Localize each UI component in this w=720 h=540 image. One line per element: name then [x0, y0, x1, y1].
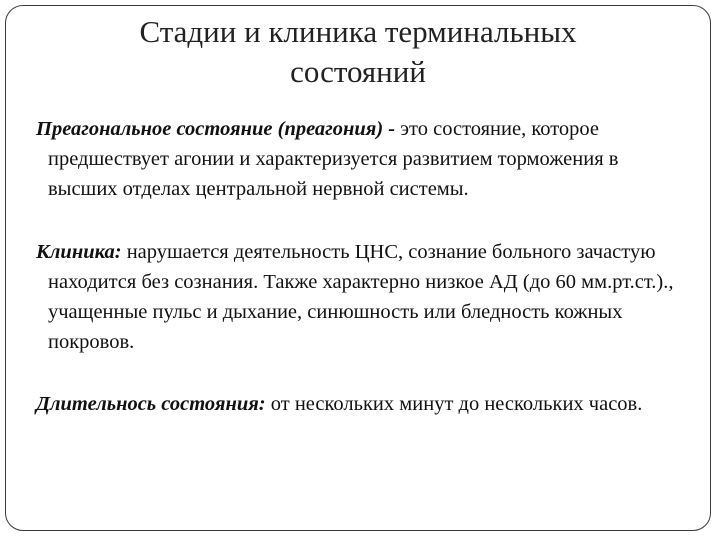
text-clinic: нарушается деятельность ЦНС, сознание больного зачастую находится без сознания. Также характерно низкое АД (до 60 мм.рт.ст.)., учащенные пульс и дыхание, синюшность или бледность кожных покровов. [48, 241, 674, 353]
term-preagony: Преагональное состояние (преагония) - [36, 118, 396, 140]
paragraph-duration [36, 389, 688, 419]
text-duration: от нескольких минут до нескольких часов. [265, 393, 643, 415]
slide-body [36, 114, 688, 419]
slide-frame [5, 5, 711, 531]
slide-title [6, 12, 710, 92]
text-preagony: это состояние, которое предшествует агонии и характеризуется развитием торможения в высших отделах центральной нервной системы. [48, 118, 619, 200]
term-duration: Длительнось состояния: [36, 393, 266, 415]
slide-title-line-1: Стадии и клиника терминальных [139, 14, 577, 49]
paragraph-preagony [36, 114, 688, 204]
paragraph-clinic [36, 237, 688, 357]
term-clinic: Клиника: [36, 241, 122, 263]
slide-title-line-2: состояний [290, 54, 426, 89]
